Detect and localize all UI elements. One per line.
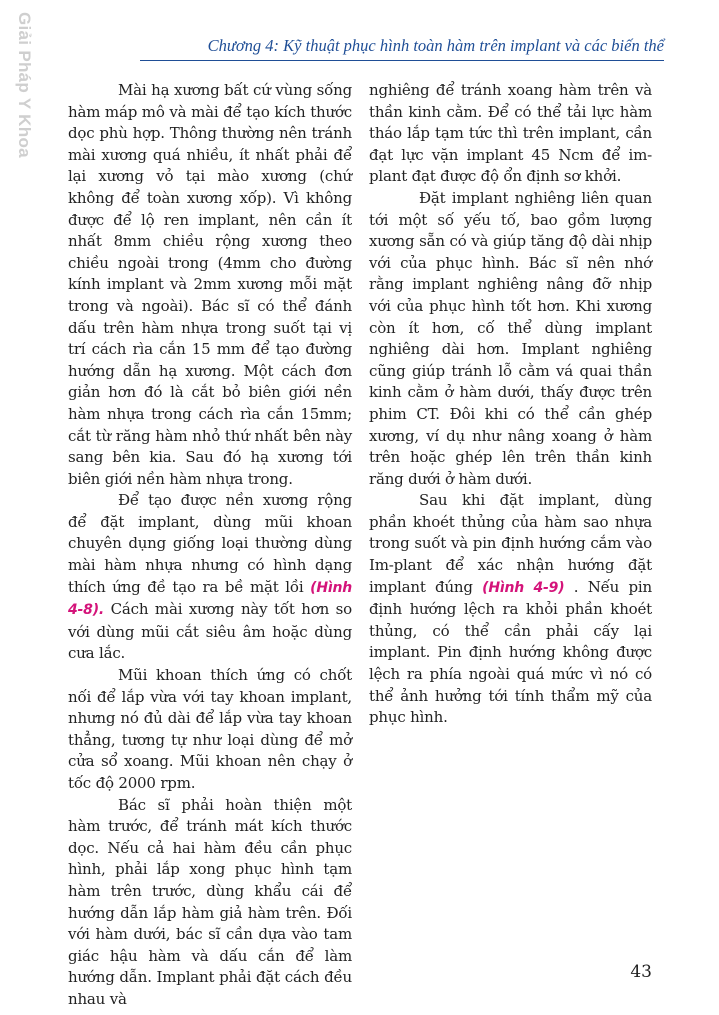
right-column (369, 80, 652, 729)
left-column (68, 80, 352, 1011)
paragraph-text: Sau khi đặt implant, dùng phần khoét thủng của hàm sao nhựa trong suốt và pin định hướng cắm vào Im-plant để xác nhận hướng đặt implant đúng (369, 491, 652, 596)
paragraph (68, 490, 352, 665)
paragraph (369, 490, 652, 729)
paragraph: Bác sĩ phải hoàn thiện một hàm trước, để tránh mát kích thước dọc. Nếu cả hai hàm đều cần phục hình, phải lắp xong phục hình tạm hàm trên trước, dùng khẩu cái để hướng dẫn lắp hàm giả hàm trên. Đối với hàm dưới, bác sĩ cần dựa vào tam giác hậu hàm và dấu cắn để làm hướng dẫn. Implant phải đặt cách đều nhau và (68, 795, 352, 1008)
paragraph: Mũi khoan thích ứng có chốt nối để lắp vừa với tay khoan implant, nhưng nó đủ dài để lắp vừa tay khoan thẳng, tương tự như loại dùng để mở cửa sổ xoang. Mũi khoan nên chạy ở tốc độ 2000 rpm. (68, 666, 352, 792)
paragraph: Mài hạ xương bất cứ vùng sống hàm máp mô và mài để tạo kích thước dọc phù hợp. Thông thường nên tránh mài xương quá nhiều, ít nhất phải để lại xương vỏ tại mào xương (chứ không để toàn xương xốp). Vì không được để lộ ren implant, nên cần ít nhất 8mm chiều rộng xương theo chiều ngoài trong (4mm cho đường kính implant và 2mm xương mỗi mặt trong và ngoài). Bác sĩ có thể đánh dấu trên hàm nhựa trong suốt tại vị trí cách rìa cắn 15 mm để tạo đường hướng dẫn hạ xương. Một cách đơn giản hơn đó là cắt bỏ biên giới nền hàm nhựa trong cách rìa cắn 15mm; cắt từ răng hàm nhỏ thứ nhất bên này sang bên kia. Sau đó hạ xương tới biên giới nền hàm nhựa trong. (68, 81, 352, 488)
figure-reference-4-9[interactable]: (Hình 4-9) (482, 579, 565, 596)
paragraph: nghiêng để tránh xoang hàm trên và thần kinh cằm. Để có thể tải lực hàm tháo lắp tạm tức thì trên implant, cần đạt lực vặn implant 45 Ncm để im-plant đạt được độ ổn định sơ khởi. (369, 81, 652, 186)
page-number: 43 (630, 962, 652, 982)
paragraph-text: Cách mài xương này tốt hơn so với dùng mũi cắt siêu âm hoặc dùng cưa lắc. (68, 600, 352, 663)
figure-reference-4-8[interactable]: (Hình 4-8). (68, 579, 352, 619)
side-brand-label: Giải Pháp Y Khoa (15, 12, 34, 158)
header-rule (140, 60, 664, 61)
paragraph-text: Để tạo được nền xương rộng để đặt implant, dùng mũi khoan chuyên dụng giống loại thường dùng mài hàm nhựa nhưng có hình dạng thích ứng đề tạo ra bề mặt lồi (68, 491, 352, 596)
paragraph: Đặt implant nghiêng liên quan tới một số yếu tố, bao gồm lượng xương sẵn có và giúp tăng độ dài nhịp với của phục hình. Bác sĩ nên nhớ rằng implant nghiêng nâng đỡ nhịp với của phục hình tốt hơn. Khi xương còn ít hơn, cố thể dùng implant nghiêng dài hơn. Implant nghiêng cũng giúp tránh lỗ cằm vá quai thần kinh cằm ở hàm dưới, thấy được trên phim CT. Đôi khi có thể cần ghép xương, ví dụ như nâng xoang ở hàm trên hoặc ghép lên trên thần kinh răng dưới ở hàm dưới. (369, 188, 652, 488)
chapter-header: Chương 4: Kỹ thuật phục hình toàn hàm trên implant và các biến thể (207, 36, 664, 55)
paragraph-text: . Nếu pin định hướng lệch ra khỏi phần khoét thủng, có thể cần phải cấy lại implant. Pin định hướng không được lệch ra phía ngoài quá mức vì nó có thể ảnh hưởng tới tính thẩm mỹ của phục hình. (369, 577, 652, 727)
